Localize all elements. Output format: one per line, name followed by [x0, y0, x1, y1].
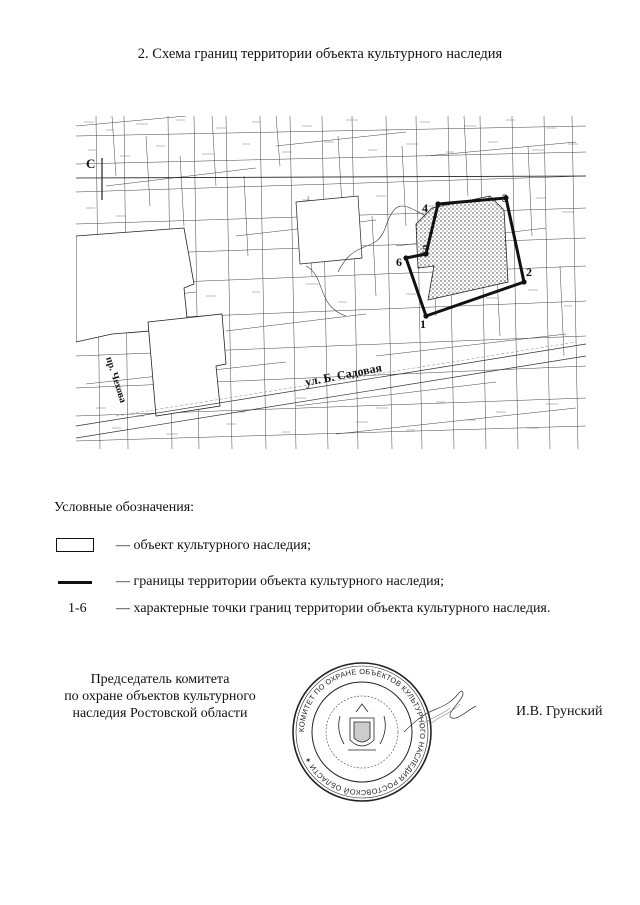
legend-item-boundary: [54, 573, 614, 593]
legend-points-text: — характерные точки границ территории объекта культурного наследия.: [116, 601, 551, 616]
point-5-label: 5: [422, 242, 428, 256]
page-title: 2. Схема границ территории объекта культурного наследия: [137, 46, 503, 62]
point-3-label: 3: [502, 191, 508, 205]
legend-points-symbol: 1-6: [68, 601, 87, 616]
street-label: ул. Б. Садовая: [303, 360, 383, 389]
large-parcel-middle: [148, 314, 226, 416]
section-marker: С: [86, 156, 96, 171]
signatory-position-line3: наследия Ростовской области: [72, 706, 248, 721]
point-2-label: 2: [526, 265, 532, 279]
signatory-position: [40, 671, 280, 722]
point-6-label: 6: [396, 255, 402, 269]
legend-object-text: — объект культурного наследия;: [116, 538, 311, 553]
legend-object-symbol: [56, 538, 94, 552]
point-4-label: 4: [422, 201, 428, 215]
signatory-name: И.В. Грунский: [516, 704, 603, 719]
signatory-position-line1: Председатель комитета: [90, 672, 230, 687]
svg-text:КОМИТЕТ ПО ОХРАНЕ ОБЪЕКТОВ КУЛ: КОМИТЕТ ПО ОХРАНЕ ОБЪЕКТОВ КУЛЬТУРНОГО НАСЛЕДИЯ РОСТОВСКОЙ ОБЛАСТИ ✶: [296, 666, 428, 798]
legend-item-object: [54, 537, 614, 557]
handwritten-signature: [400, 680, 480, 740]
heritage-object: [416, 196, 508, 300]
coat-of-arms-icon: [339, 704, 386, 750]
boundary-scheme-map: [76, 116, 586, 449]
avenue-label: пр. Чехова: [103, 355, 129, 405]
legend-boundary-symbol: [58, 581, 92, 584]
point-1-label: 1: [420, 317, 426, 331]
legend-boundary-text: — границы территории объекта культурного наследия;: [116, 574, 444, 589]
legend-item-points: [54, 600, 614, 620]
legend-heading: Условные обозначения:: [54, 500, 195, 515]
signatory-position-line2: по охране объектов культурного: [64, 689, 256, 704]
